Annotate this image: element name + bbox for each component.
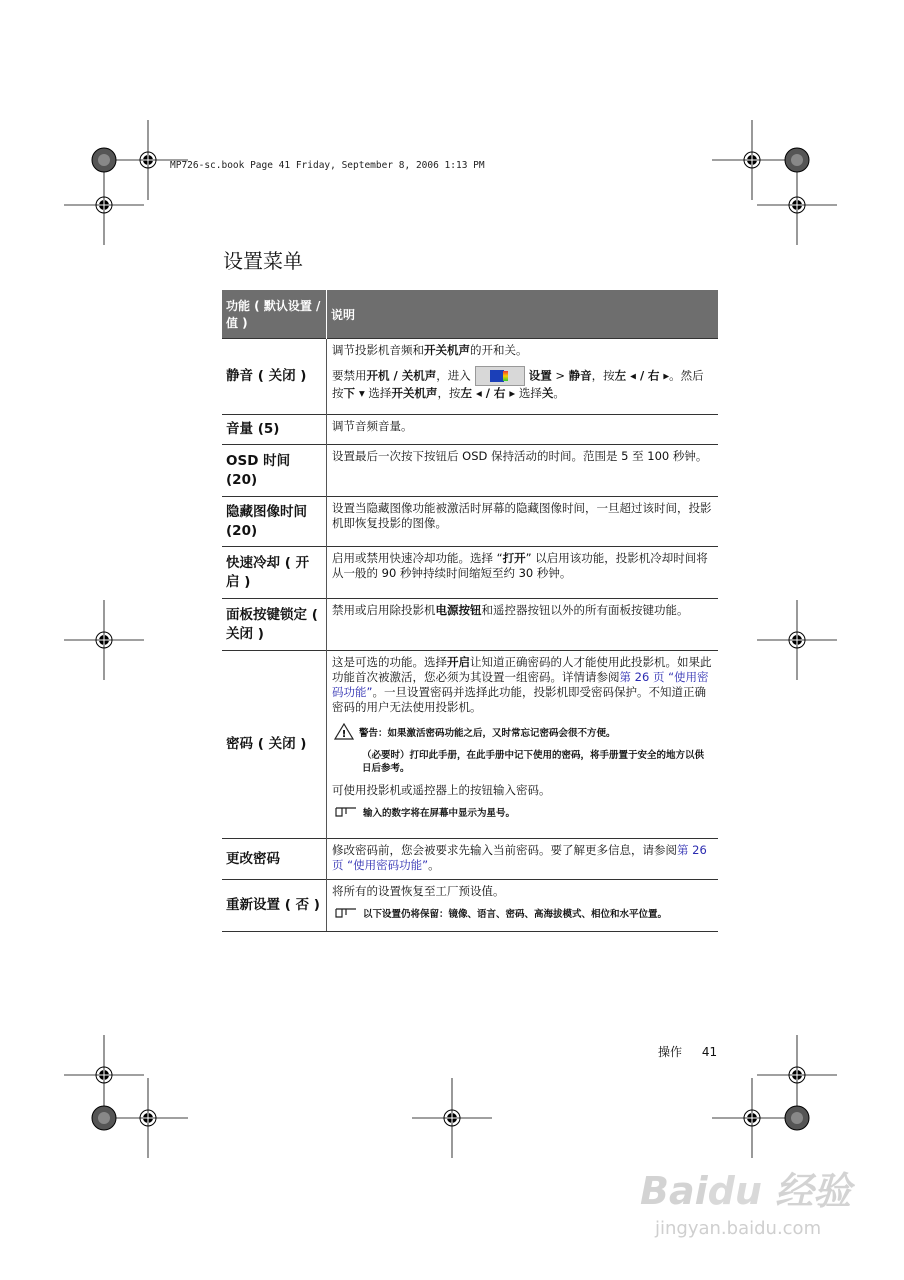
function-name: 面板按键锁定 ( 关闭 )	[222, 599, 327, 651]
text: 选择	[515, 386, 542, 400]
description-paragraph	[332, 366, 713, 401]
function-name: 重新设置 ( 否 )	[222, 880, 327, 932]
page-reference-link[interactable]: 第 26 页 “使用密码功能”	[332, 843, 707, 872]
tip-text: 以下设置仍将保留：镜像、语言、密码、高海拔模式、相位和水平位置。	[363, 909, 668, 920]
bold-term: 右 ▸	[647, 368, 670, 383]
text: 的开和关。	[470, 343, 528, 357]
table-row	[222, 497, 718, 547]
function-description	[327, 497, 719, 547]
text: ，进入	[436, 368, 471, 383]
color-wheel-mark-icon	[757, 1078, 837, 1158]
function-description	[327, 339, 719, 415]
function-name: 音量 (5)	[222, 415, 327, 445]
column-header-function: 功能 ( 默认设置 / 值 )	[222, 290, 327, 339]
function-name: 密码 ( 关闭 )	[222, 651, 327, 839]
pointing-hand-icon	[334, 907, 358, 919]
function-name: 更改密码	[222, 839, 327, 880]
tip-note	[334, 806, 713, 821]
text: 启用或禁用快速冷却功能。选择 “	[332, 551, 503, 565]
registration-mark-icon	[412, 1078, 492, 1158]
column-header-description: 说明	[327, 290, 719, 339]
tip-note	[334, 907, 713, 922]
text: 设置当隐藏图像功能被激活时屏幕的隐藏图像时间，一旦超过该时间，投影机即恢复投影的图像。	[332, 501, 712, 530]
text: >	[551, 368, 569, 383]
function-description	[327, 415, 719, 445]
watermark-logo: Baidu 经验	[640, 1169, 852, 1213]
settings-menu-table	[222, 290, 718, 932]
registration-mark-icon	[757, 600, 837, 680]
function-description	[327, 880, 719, 932]
text: 禁用或启用除投影机	[332, 603, 436, 617]
text: 这是可选的功能。选择	[332, 655, 447, 669]
text: 。	[428, 858, 440, 872]
bold-term: 打开	[502, 551, 526, 565]
settings-menu-icon	[475, 366, 525, 386]
color-wheel-mark-icon	[64, 120, 144, 200]
text: 选择	[364, 386, 392, 400]
footer-section: 操作	[658, 1045, 683, 1059]
bold-term: 开关机声	[424, 343, 470, 357]
text: 将所有的设置恢复至工厂预设值。	[332, 884, 505, 898]
svg-text:!: !	[341, 729, 347, 740]
text: ” 以启用该功能，投影机冷却时间将从一般的 90 秒钟持续时间缩短至约 30 秒钟。	[332, 551, 708, 580]
function-name: 静音 ( 关闭 )	[222, 339, 327, 415]
warning-subtext: （必要时）打印此手册，在此手册中记下使用的密码，将手册置于安全的地方以供日后参考。	[362, 750, 705, 774]
function-description	[327, 445, 719, 497]
text: 调节投影机音频和	[332, 343, 424, 357]
warning-note	[334, 723, 713, 741]
text: 要禁用	[332, 368, 367, 383]
color-wheel-mark-icon	[64, 1078, 144, 1158]
page-footer	[658, 1043, 733, 1060]
description-paragraph	[332, 419, 713, 434]
page-title: 设置菜单	[223, 249, 303, 273]
text: 让知道正确密码的人才能使用此投影机。如果此功能首次被激活，您必须为其设置一组密码。详情请参阅	[332, 655, 712, 684]
bold-term: 关	[541, 386, 554, 400]
bold-term: 电源按钮	[435, 603, 482, 617]
description-paragraph	[332, 843, 713, 873]
warning-triangle-icon	[334, 723, 354, 740]
bold-term: 下 ▾	[343, 386, 365, 400]
function-name: OSD 时间 (20)	[222, 445, 327, 497]
function-name: 隐藏图像时间 (20)	[222, 497, 327, 547]
description-paragraph	[332, 449, 713, 464]
text: 可使用投影机或遥控器上的按钮输入密码。	[332, 783, 551, 797]
text: 和遥控器按钮以外的所有面板按键功能。	[481, 603, 689, 617]
description-paragraph	[332, 501, 713, 531]
function-name: 快速冷却 ( 开启 )	[222, 547, 327, 599]
watermark-url: jingyan.baidu.com	[655, 1218, 822, 1239]
description-paragraph	[332, 343, 713, 358]
table-row	[222, 651, 718, 839]
function-description	[327, 547, 719, 599]
table-row	[222, 599, 718, 651]
bold-term: 开机 / 关机声	[366, 368, 437, 383]
description-paragraph	[332, 551, 713, 581]
bold-term: 静音	[568, 368, 592, 383]
table-row	[222, 880, 718, 932]
description-paragraph	[332, 603, 713, 618]
bold-term: 开关机声	[391, 386, 438, 400]
page-reference-link[interactable]: 第 26 页 “使用密码功能”	[332, 670, 709, 699]
table-row	[222, 415, 718, 445]
pointing-hand-icon	[334, 806, 358, 818]
tip-text: 输入的数字将在屏幕中显示为星号。	[363, 808, 516, 819]
bold-term: 设置	[528, 368, 552, 383]
function-description	[327, 839, 719, 880]
function-description	[327, 651, 719, 839]
registration-mark-icon	[64, 600, 144, 680]
bold-term: 左 ◂ / 右 ▸	[460, 386, 516, 400]
text: 调节音频音量。	[332, 419, 413, 433]
table-row	[222, 839, 718, 880]
table-row	[222, 445, 718, 497]
description-paragraph	[332, 655, 713, 715]
text: 修改密码前，您会被要求先输入当前密码。要了解更多信息，请参阅	[332, 843, 677, 857]
function-description	[327, 599, 719, 651]
bold-term: 开启	[447, 655, 470, 669]
print-header-line: MP726-sc.book Page 41 Friday, September 8, 2006 1:13 PM	[170, 160, 485, 171]
text: 。然后按	[332, 368, 704, 400]
table-row	[222, 547, 718, 599]
description-paragraph	[332, 783, 713, 798]
text: 。一旦设置密码并选择此功能，投影机即受密码保护。不知道正确密码的用户无法使用投影机。	[332, 685, 706, 714]
text: 设置最后一次按下按钮后 OSD 保持活动的时间。范围是 5 至 100 秒钟。	[332, 449, 708, 463]
text: 。	[553, 386, 565, 400]
text: ，按	[437, 386, 461, 400]
bold-term: 左 ◂ /	[614, 368, 645, 383]
warning-text: 警告：如果激活密码功能之后，又时常忘记密码会很不方便。	[359, 728, 616, 739]
description-paragraph	[332, 884, 713, 899]
text: ，按	[591, 368, 615, 383]
table-row	[222, 339, 718, 415]
page-number: 41	[701, 1045, 718, 1059]
color-wheel-mark-icon	[757, 120, 837, 200]
